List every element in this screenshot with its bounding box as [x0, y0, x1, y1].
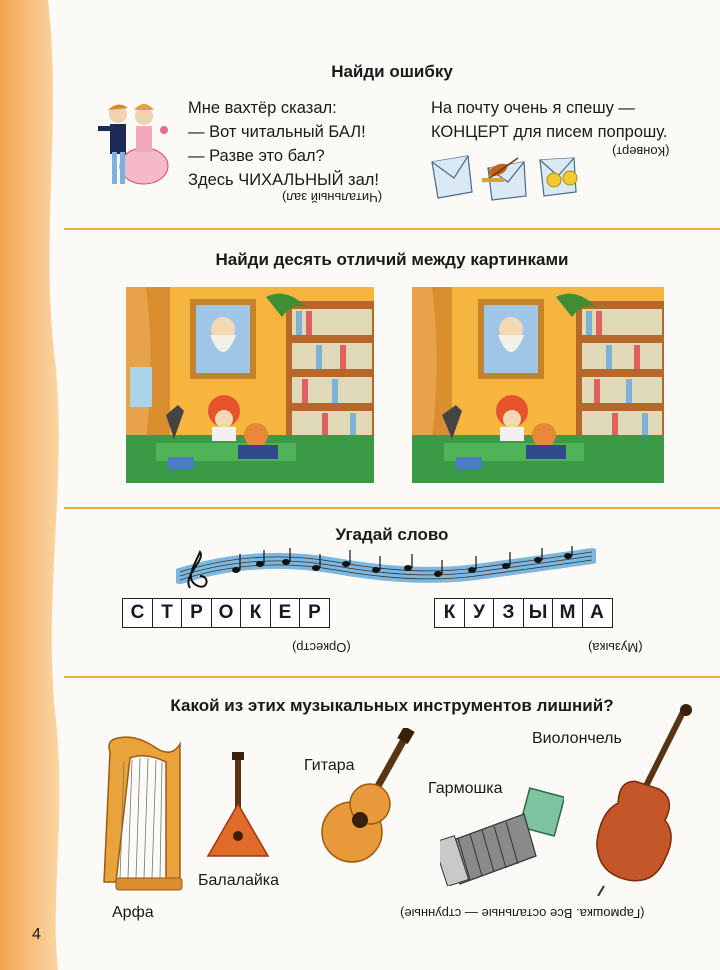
- word-puzzle-2: [434, 598, 613, 628]
- section1-title: Найди ошибку: [331, 62, 453, 81]
- harp-illustration: [96, 732, 186, 894]
- section3-title: Угадай слово: [335, 525, 449, 544]
- word-puzzle-1: [122, 598, 330, 628]
- balalaika-illustration: [206, 752, 270, 860]
- letter-cell: З: [493, 598, 524, 628]
- divider: [64, 507, 720, 509]
- section4-title: Какой из этих музыкальных инструментов лишний?: [170, 696, 614, 715]
- letter-cell: С: [122, 598, 153, 628]
- poem-left: [188, 96, 379, 192]
- letter-cell: К: [434, 598, 465, 628]
- answer-word1-upside-down: (Оркестр): [292, 640, 351, 655]
- letter-cell: У: [464, 598, 495, 628]
- poem-left-line: — Вот читальный БАЛ!: [188, 123, 366, 141]
- poem-right: [431, 96, 667, 144]
- label-accordion: Гармошка: [428, 780, 503, 797]
- poem-right-line: На почту очень я спешу —: [431, 99, 635, 117]
- poem-left-line: — Разве это бал?: [188, 147, 325, 165]
- label-cello: Виолончель: [532, 730, 622, 747]
- label-harp: Арфа: [112, 904, 154, 921]
- label-balalaika: Балалайка: [198, 872, 280, 889]
- answer-word2-upside-down: (Музыка): [588, 640, 643, 655]
- answer-section4-upside-down: (Гармошка. Все остальные — струнные): [400, 906, 645, 921]
- label-guitar: Гитара: [304, 757, 355, 774]
- poem-right-line: КОНЦЕРТ для писем попрошу.: [431, 123, 668, 141]
- letter-cell: Р: [181, 598, 212, 628]
- letter-cell: К: [240, 598, 271, 628]
- letter-cell: Ы: [523, 598, 554, 628]
- library-picture-right: [412, 287, 664, 483]
- cello-illustration: [584, 704, 696, 896]
- divider: [64, 228, 720, 230]
- side-strip-decoration: [0, 0, 64, 970]
- page-number: 4: [32, 926, 41, 943]
- library-picture-left: [126, 287, 374, 483]
- guitar-illustration: [316, 728, 416, 866]
- music-staff-banner: [176, 546, 596, 598]
- letter-cell: О: [211, 598, 242, 628]
- letter-cell: Т: [152, 598, 183, 628]
- poem-left-line: Мне вахтёр сказал:: [188, 99, 337, 117]
- envelopes-illustration: [428, 148, 598, 204]
- dancing-couple-illustration: [86, 96, 178, 192]
- poem-left-line: Здесь ЧИХАЛЬНЫЙ зал!: [188, 171, 380, 189]
- letter-cell: М: [552, 598, 583, 628]
- accordion-illustration: [440, 786, 564, 886]
- letter-cell: А: [582, 598, 613, 628]
- letter-cell: Е: [270, 598, 301, 628]
- section2-title: Найди десять отличий между картинками: [215, 250, 569, 269]
- divider: [64, 676, 720, 678]
- answer-left-upside-down: (Читальный зал): [282, 190, 383, 205]
- letter-cell: Р: [299, 598, 330, 628]
- answer-right-upside-down: (Конверт): [612, 144, 670, 159]
